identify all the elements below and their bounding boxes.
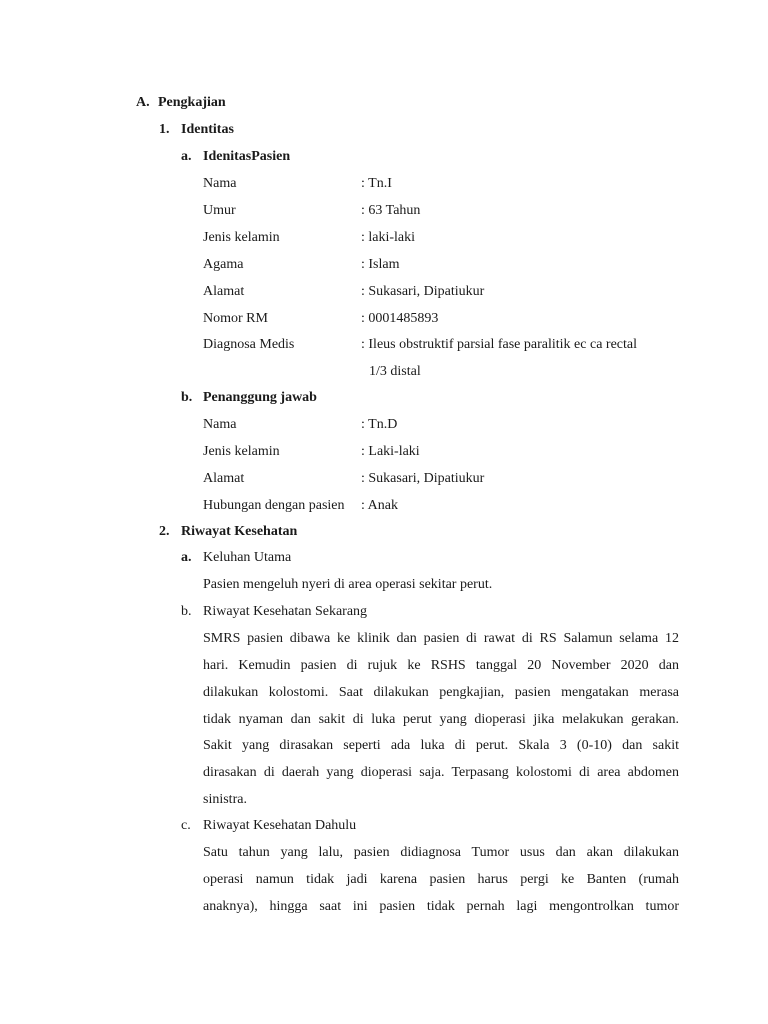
patient-rm-label: Nomor RM <box>203 311 268 326</box>
patient-religion-label: Agama <box>203 257 244 272</box>
patient-name-label: Nama <box>203 176 237 191</box>
patient-diagnosis-label: Diagnosa Medis <box>203 337 295 352</box>
patient-religion-value: : Islam <box>361 257 400 272</box>
patient-address-label: Alamat <box>203 284 245 299</box>
patient-diagnosis-value: : Ileus obstruktif parsial fase paralitik ec ca rectal <box>361 337 637 352</box>
past-history-line: Satu tahun yang lalu, pasien didiagnosa Tumor usus dan akan dilakukan <box>203 845 679 860</box>
present-history-line: tidak nyaman dan sakit di luka perut yang dioperasi jika melakukan gerakan. <box>203 712 679 727</box>
present-history-line: SMRS pasien dibawa ke klinik dan pasien di rawat di RS Salamun selama 12 <box>203 631 679 646</box>
section-a-title: Pengkajian <box>158 95 226 110</box>
subsection-2b-title: Riwayat Kesehatan Sekarang <box>203 604 368 619</box>
present-history-line: sinistra. <box>203 792 247 807</box>
patient-name-value: : Tn.I <box>361 176 392 191</box>
present-history-line: dirasakan di daerah yang dioperasi saja. Terpasang kolostomi di area abdomen <box>203 765 679 780</box>
guardian-gender-label: Jenis kelamin <box>203 444 280 459</box>
guardian-gender-value: : Laki-laki <box>361 444 420 459</box>
subsection-1b-title: Penanggung jawab <box>203 390 317 405</box>
subsection-1a-title: IdenitasPasien <box>203 149 291 164</box>
patient-gender-value: : laki-laki <box>361 230 416 245</box>
subsection-1a-marker: a. <box>181 149 192 164</box>
guardian-name-value: : Tn.D <box>361 417 398 432</box>
guardian-relation-label: Hubungan dengan pasien <box>203 498 345 513</box>
section-a-marker: A. <box>136 95 150 110</box>
chief-complaint-text: Pasien mengeluh nyeri di area operasi sekitar perut. <box>203 577 493 592</box>
subsection-1b-marker: b. <box>181 390 193 405</box>
guardian-address-value: : Sukasari, Dipatiukur <box>361 471 485 486</box>
present-history-line: hari. Kemudin pasien di rujuk ke RSHS tanggal 20 November 2020 dan <box>203 658 679 673</box>
patient-age-label: Umur <box>203 203 236 218</box>
section-1-title: Identitas <box>181 122 234 137</box>
patient-address-value: : Sukasari, Dipatiukur <box>361 284 485 299</box>
subsection-2c-title: Riwayat Kesehatan Dahulu <box>203 818 357 833</box>
guardian-name-label: Nama <box>203 417 237 432</box>
guardian-address-label: Alamat <box>203 471 245 486</box>
patient-rm-value: : 0001485893 <box>361 311 439 326</box>
section-2-marker: 2. <box>159 524 170 539</box>
present-history-line: dilakukan kolostomi. Saat dilakukan pengkajian, pasien mengatakan merasa <box>203 685 679 700</box>
subsection-2c-marker: c. <box>181 818 191 833</box>
subsection-2a-marker: a. <box>181 550 192 565</box>
past-history-line: operasi namun tidak jadi karena pasien harus pergi ke Banten (rumah <box>203 872 679 887</box>
section-1-marker: 1. <box>159 122 170 137</box>
patient-diagnosis-continued: 1/3 distal <box>369 364 421 379</box>
section-2-title: Riwayat Kesehatan <box>181 524 298 539</box>
patient-gender-label: Jenis kelamin <box>203 230 280 245</box>
subsection-2b-marker: b. <box>181 604 192 619</box>
past-history-line: anaknya), hingga saat ini pasien tidak pernah lagi mengontrolkan tumor <box>203 899 679 914</box>
present-history-line: Sakit yang dirasakan seperti ada luka di perut. Skala 3 (0-10) dan sakit <box>203 738 679 753</box>
patient-age-value: : 63 Tahun <box>361 203 421 218</box>
subsection-2a-title: Keluhan Utama <box>203 550 292 565</box>
guardian-relation-value: : Anak <box>361 498 398 513</box>
